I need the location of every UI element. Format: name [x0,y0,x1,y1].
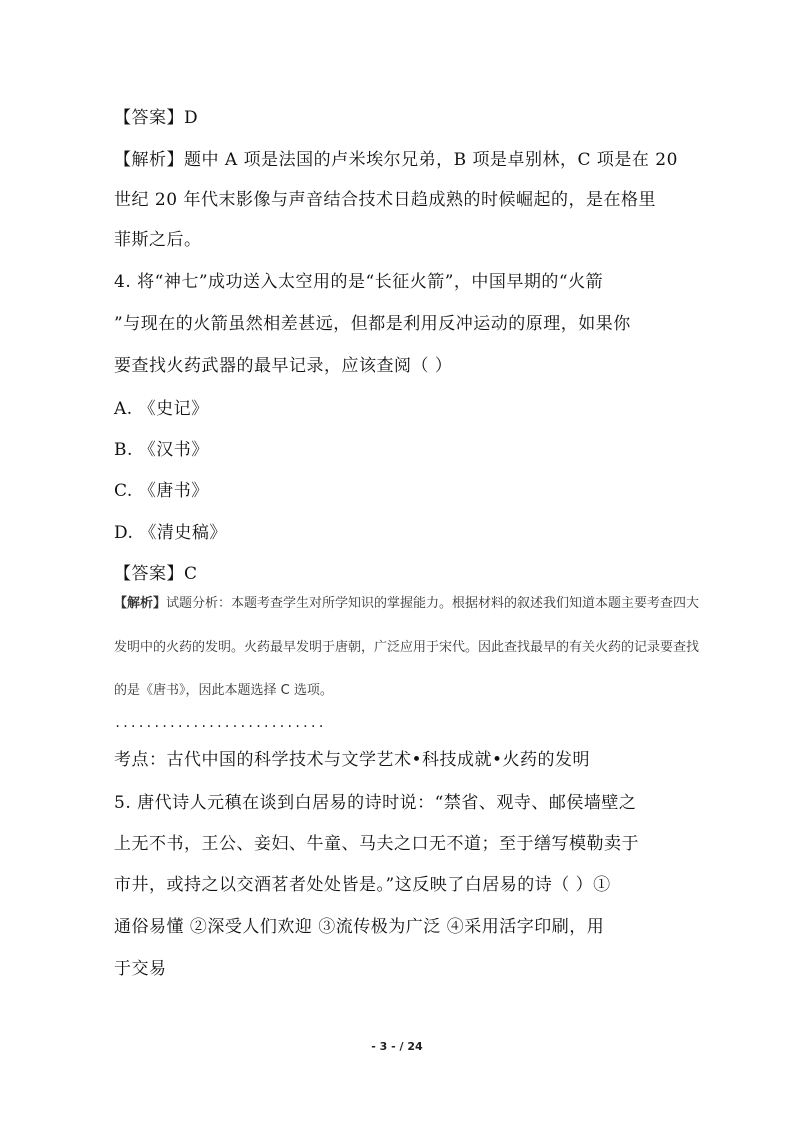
question-4-line-3: 要查找火药武器的最早记录，应该查阅（ ） [114,356,453,376]
analysis-1-line-1: 【解析】题中 A 项是法国的卢米埃尔兄弟，B 项是卓别林，C 项是在 20 [114,150,678,170]
question-5-line-1: 5. 唐代诗人元稹在谈到白居易的诗时说：“禁省、观寺、邮侯墙壁之 [114,793,637,813]
answer-1: 【答案】D [114,108,199,128]
page-number: - 3 - / 24 [371,1040,423,1053]
option-b: B. 《汉书》 [114,440,209,460]
question-5-line-3: 市井，或持之以交酒茗者处处皆是。”这反映了白居易的诗（ ）① [114,875,611,895]
question-5-line-5: 于交易 [114,959,167,979]
answer-2: 【答案】C [114,564,198,584]
analysis-2-label: 【解析】 [114,596,167,611]
option-c: C. 《唐书》 [114,481,209,501]
question-4-line-2: ”与现在的火箭虽然相差甚远，但都是利用反冲运动的原理，如果你 [114,314,631,334]
option-d: D. 《清史稿》 [114,523,227,543]
question-4-line-1: 4. 将“神七”成功送入太空用的是“长征火箭”，中国早期的“火箭 [114,272,604,292]
question-5-line-4: 通俗易懂 ②深受人们欢迎 ③流传极为广泛 ④采用活字印刷，用 [114,917,605,937]
analysis-2-text-1: 试题分析：本题考查学生对所学知识的掌握能力。根据材料的叙述我们知道本题主要考查四大 [166,596,700,611]
analysis-1-line-2: 世纪 20 年代末影像与声音结合技术日趋成熟的时候崛起的，是在格里 [114,190,656,210]
dotted-separator: ........................... [114,716,326,730]
analysis-2-line-3: 的是《唐书》，因此本题选择 C 选项。 [114,683,333,698]
analysis-2-line-1 [114,596,699,612]
analysis-2-line-2: 发明中的火药的发明。火药最早发明于唐朝，广泛应用于宋代。因此查找最早的有关火药的记录要查找 [114,640,700,655]
kaodian: 考点：古代中国的科学技术与文学艺术•科技成就•火药的发明 [114,750,591,770]
question-5-line-2: 上无不书，王公、妾妇、牛童、马夫之口无不道；至于缮写模勒卖于 [114,834,639,854]
analysis-1-line-3: 菲斯之后。 [114,230,202,250]
option-a: A. 《史记》 [114,399,209,419]
